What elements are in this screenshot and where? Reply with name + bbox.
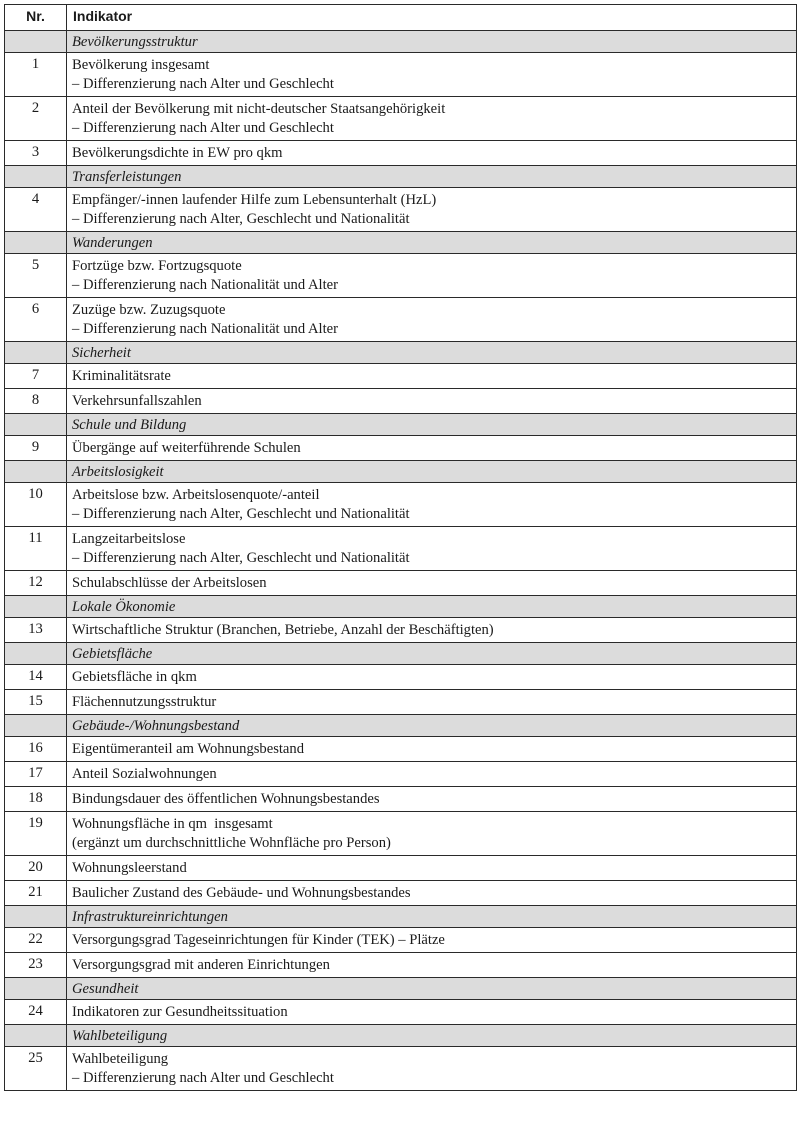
row-number: 15 — [5, 690, 67, 715]
indicator-cell — [67, 665, 797, 690]
row-number: 5 — [5, 254, 67, 298]
indicator-detail: – Differenzierung nach Alter und Geschlecht — [72, 76, 334, 92]
row-number: 9 — [5, 436, 67, 461]
table-row — [5, 436, 797, 461]
table-row — [5, 188, 797, 232]
indicator-cell — [67, 737, 797, 762]
row-number: 24 — [5, 1000, 67, 1025]
row-number: 4 — [5, 188, 67, 232]
indicator-detail: – Differenzierung nach Alter, Geschlecht und Nationalität — [72, 211, 410, 227]
table-row — [5, 483, 797, 527]
category-nr-cell — [5, 414, 67, 436]
category-row — [5, 906, 797, 928]
category-label: Gesundheit — [67, 978, 797, 1000]
indicator-label: Gebietsfläche in qkm — [72, 669, 197, 685]
category-label: Infrastruktureinrichtungen — [67, 906, 797, 928]
indicator-cell — [67, 881, 797, 906]
row-number: 20 — [5, 856, 67, 881]
table-row — [5, 928, 797, 953]
table-row — [5, 665, 797, 690]
indicator-cell — [67, 389, 797, 414]
indicator-label: Anteil Sozialwohnungen — [72, 766, 217, 782]
indicator-cell — [67, 1000, 797, 1025]
table-row — [5, 762, 797, 787]
header-nr: Nr. — [5, 5, 67, 31]
row-number: 10 — [5, 483, 67, 527]
indicator-label: Übergänge auf weiterführende Schulen — [72, 440, 301, 456]
row-number: 21 — [5, 881, 67, 906]
category-nr-cell — [5, 31, 67, 53]
indicator-label: Bindungsdauer des öffentlichen Wohnungsbestandes — [72, 791, 380, 807]
indicator-label: Wohnungsleerstand — [72, 860, 187, 876]
table-row — [5, 97, 797, 141]
indicator-cell — [67, 762, 797, 787]
category-row — [5, 978, 797, 1000]
table-row — [5, 364, 797, 389]
indicator-cell — [67, 97, 797, 141]
category-row — [5, 31, 797, 53]
category-label: Sicherheit — [67, 342, 797, 364]
category-label: Gebäude-/Wohnungsbestand — [67, 715, 797, 737]
table-row — [5, 812, 797, 856]
header-row — [5, 5, 797, 31]
indicator-label: Baulicher Zustand des Gebäude- und Wohnungsbestandes — [72, 885, 411, 901]
category-row — [5, 596, 797, 618]
header-indicator: Indikator — [67, 5, 797, 31]
indicator-label: Langzeitarbeitslose — [72, 531, 186, 547]
table-row — [5, 571, 797, 596]
row-number: 14 — [5, 665, 67, 690]
indicator-detail: – Differenzierung nach Alter und Geschlecht — [72, 120, 334, 136]
table-row — [5, 53, 797, 97]
indicator-cell — [67, 436, 797, 461]
indicator-label: Arbeitslose bzw. Arbeitslosenquote/-anteil — [72, 487, 320, 503]
indicator-cell — [67, 928, 797, 953]
row-number: 12 — [5, 571, 67, 596]
indicator-detail: – Differenzierung nach Alter, Geschlecht und Nationalität — [72, 506, 410, 522]
indicator-label: Verkehrsunfallszahlen — [72, 393, 202, 409]
row-number: 6 — [5, 298, 67, 342]
table-row — [5, 1000, 797, 1025]
category-label: Wahlbeteiligung — [67, 1025, 797, 1047]
category-label: Schule und Bildung — [67, 414, 797, 436]
category-row — [5, 461, 797, 483]
table-row — [5, 953, 797, 978]
row-number: 19 — [5, 812, 67, 856]
category-nr-cell — [5, 166, 67, 188]
indicator-cell — [67, 298, 797, 342]
indicator-label: Zuzüge bzw. Zuzugsquote — [72, 302, 226, 318]
category-row — [5, 1025, 797, 1047]
row-number: 2 — [5, 97, 67, 141]
table-row — [5, 618, 797, 643]
table-row — [5, 1047, 797, 1091]
category-label: Gebietsfläche — [67, 643, 797, 665]
indicator-label: Fortzüge bzw. Fortzugsquote — [72, 258, 242, 274]
indicator-label: Wahlbeteiligung — [72, 1051, 169, 1067]
table-row — [5, 141, 797, 166]
table-row — [5, 298, 797, 342]
category-label: Wanderungen — [67, 232, 797, 254]
row-number: 16 — [5, 737, 67, 762]
row-number: 22 — [5, 928, 67, 953]
row-number: 3 — [5, 141, 67, 166]
indicator-detail: – Differenzierung nach Alter, Geschlecht und Nationalität — [72, 550, 410, 566]
row-number: 18 — [5, 787, 67, 812]
table-row — [5, 527, 797, 571]
row-number: 8 — [5, 389, 67, 414]
table-body — [5, 31, 797, 1091]
indicator-label: Wohnungsfläche in qm insgesamt — [72, 816, 273, 832]
indicator-table — [4, 4, 797, 1091]
indicator-detail: – Differenzierung nach Nationalität und Alter — [72, 277, 338, 293]
indicator-label: Bevölkerungsdichte in EW pro qkm — [72, 145, 283, 161]
indicator-label: Bevölkerung insgesamt — [72, 57, 210, 73]
row-number: 7 — [5, 364, 67, 389]
table-row — [5, 690, 797, 715]
indicator-label: Wirtschaftliche Struktur (Branchen, Betriebe, Anzahl der Beschäftigten) — [72, 622, 494, 638]
table-row — [5, 737, 797, 762]
indicator-label: Flächennutzungsstruktur — [72, 694, 217, 710]
category-nr-cell — [5, 232, 67, 254]
indicator-label: Anteil der Bevölkerung mit nicht-deutscher Staatsangehörigkeit — [72, 101, 446, 117]
category-label: Transferleistungen — [67, 166, 797, 188]
indicator-cell — [67, 254, 797, 298]
indicator-label: Indikatoren zur Gesundheitssituation — [72, 1004, 288, 1020]
indicator-cell — [67, 527, 797, 571]
indicator-detail: (ergänzt um durchschnittliche Wohnfläche pro Person) — [72, 835, 391, 851]
row-number: 17 — [5, 762, 67, 787]
category-row — [5, 643, 797, 665]
indicator-detail: – Differenzierung nach Alter und Geschlecht — [72, 1070, 334, 1086]
indicator-cell — [67, 571, 797, 596]
indicator-cell — [67, 787, 797, 812]
table-row — [5, 881, 797, 906]
category-label: Arbeitslosigkeit — [67, 461, 797, 483]
category-label: Lokale Ökonomie — [67, 596, 797, 618]
indicator-label: Versorgungsgrad mit anderen Einrichtungen — [72, 957, 330, 973]
category-nr-cell — [5, 643, 67, 665]
row-number: 23 — [5, 953, 67, 978]
indicator-cell — [67, 618, 797, 643]
indicator-cell — [67, 53, 797, 97]
indicator-cell — [67, 812, 797, 856]
indicator-label: Empfänger/-innen laufender Hilfe zum Lebensunterhalt (HzL) — [72, 192, 437, 208]
category-row — [5, 232, 797, 254]
row-number: 1 — [5, 53, 67, 97]
category-nr-cell — [5, 596, 67, 618]
row-number: 25 — [5, 1047, 67, 1091]
indicator-cell — [67, 188, 797, 232]
category-nr-cell — [5, 342, 67, 364]
category-nr-cell — [5, 906, 67, 928]
category-nr-cell — [5, 978, 67, 1000]
category-nr-cell — [5, 461, 67, 483]
indicator-label: Versorgungsgrad Tageseinrichtungen für Kinder (TEK) – Plätze — [72, 932, 445, 948]
category-row — [5, 414, 797, 436]
category-label: Bevölkerungsstruktur — [67, 31, 797, 53]
category-nr-cell — [5, 715, 67, 737]
indicator-label: Schulabschlüsse der Arbeitslosen — [72, 575, 267, 591]
indicator-cell — [67, 141, 797, 166]
row-number: 11 — [5, 527, 67, 571]
indicator-cell — [67, 953, 797, 978]
row-number: 13 — [5, 618, 67, 643]
table-row — [5, 389, 797, 414]
table-row — [5, 254, 797, 298]
category-row — [5, 715, 797, 737]
category-row — [5, 342, 797, 364]
table-row — [5, 856, 797, 881]
indicator-cell — [67, 690, 797, 715]
indicator-cell — [67, 364, 797, 389]
indicator-label: Kriminalitätsrate — [72, 368, 171, 384]
table-row — [5, 787, 797, 812]
indicator-detail: – Differenzierung nach Nationalität und Alter — [72, 321, 338, 337]
indicator-label: Eigentümeranteil am Wohnungsbestand — [72, 741, 305, 757]
indicator-cell — [67, 856, 797, 881]
category-nr-cell — [5, 1025, 67, 1047]
category-row — [5, 166, 797, 188]
indicator-cell — [67, 1047, 797, 1091]
indicator-cell — [67, 483, 797, 527]
